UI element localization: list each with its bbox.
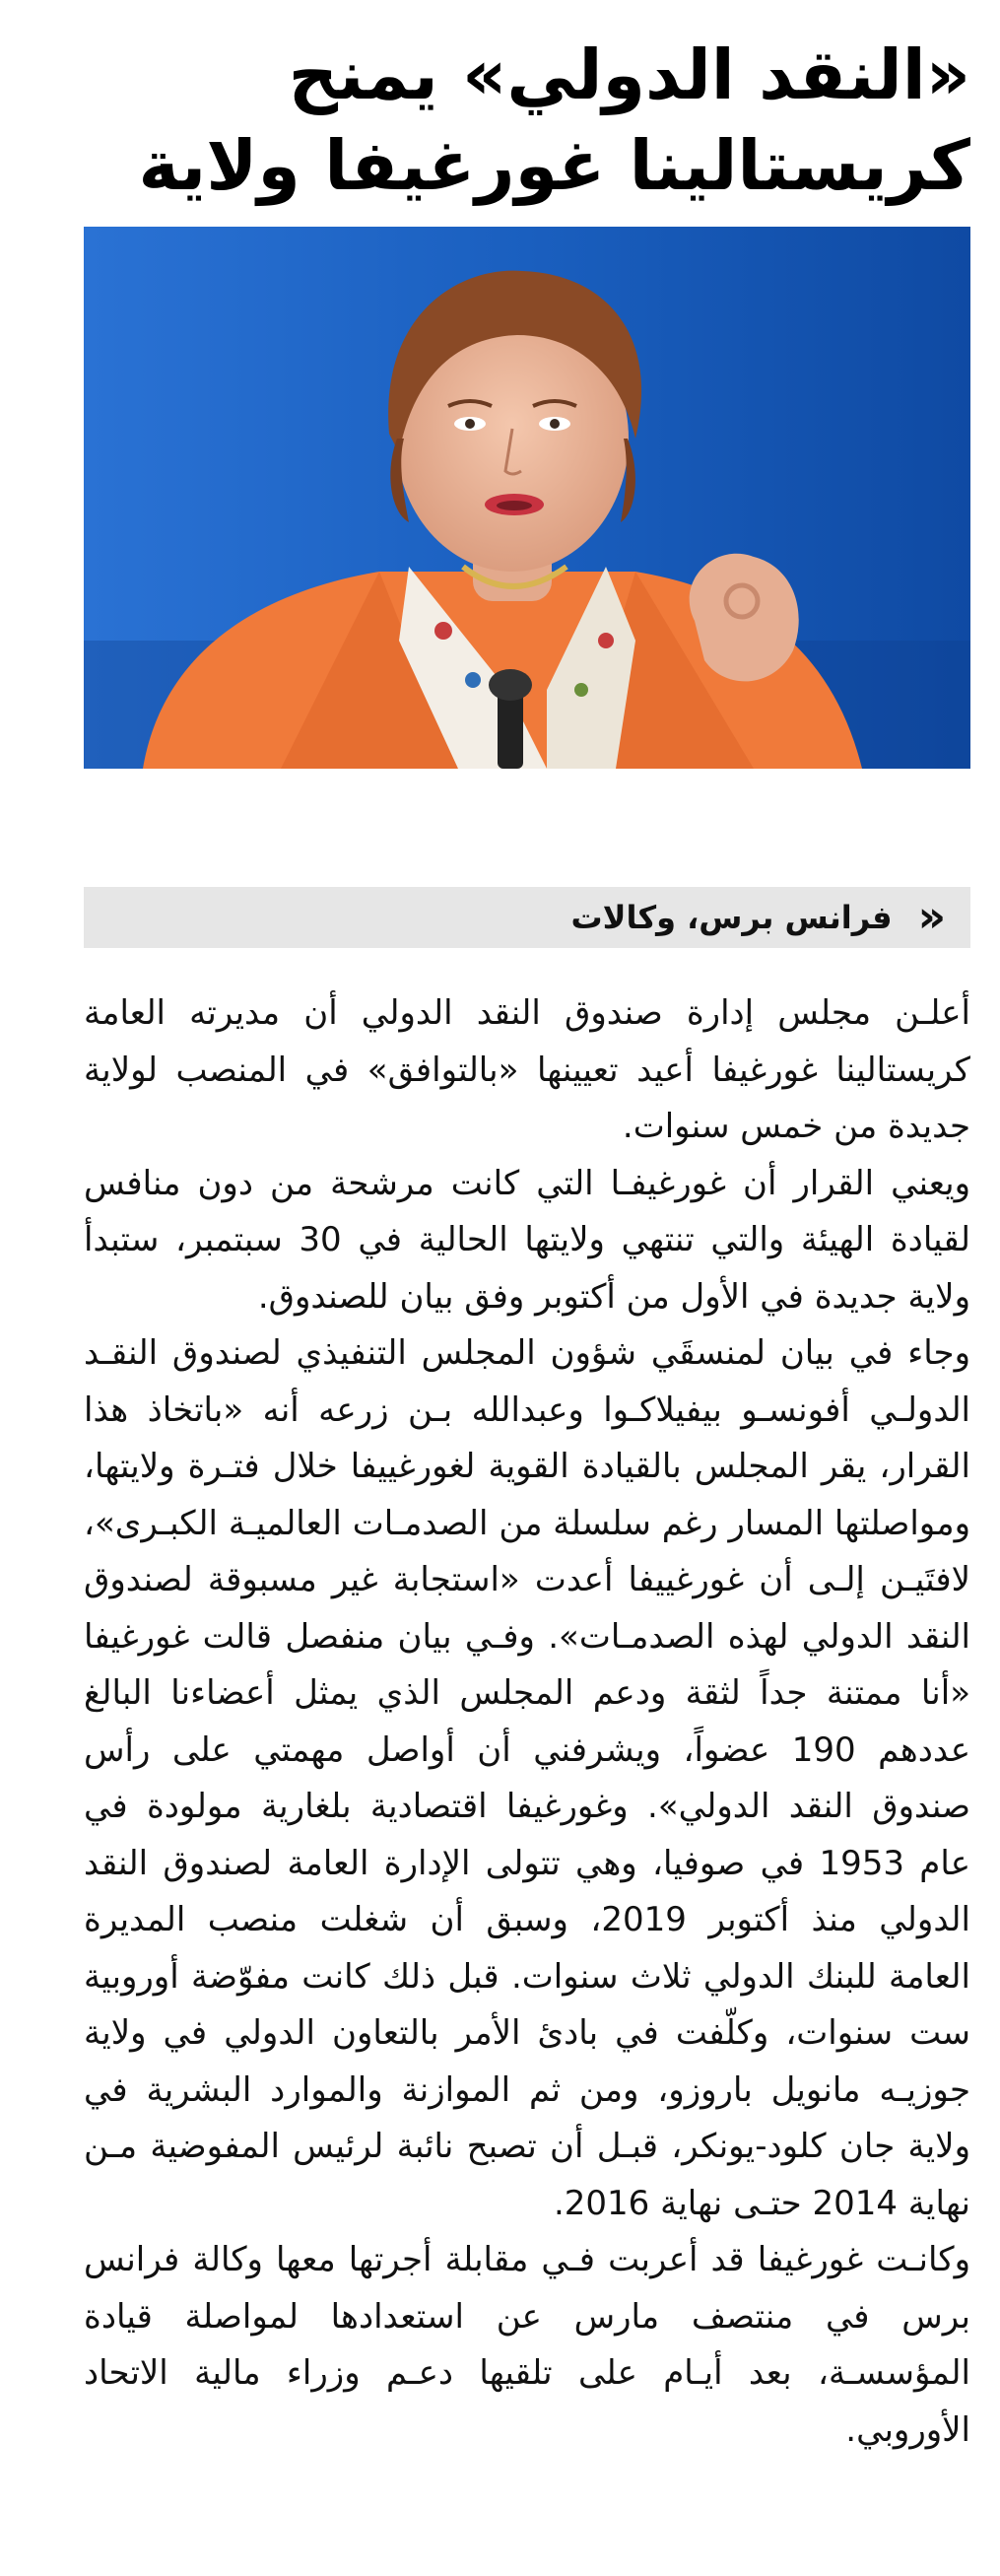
article-body (84, 985, 970, 2459)
double-chevron-icon: « (917, 892, 946, 942)
body-paragraph: وكانـت غورغيفا قد أعربت فـي مقابلة أجرتها معها وكالة فرانس برس في منتصف مارس عن استعدادها لمواصلة قيادة المؤسسـة، بعد أيـام على تلقيها دعـم وزراء مالية الاتحاد الأوروبي. (84, 2240, 970, 2450)
body-paragraph: وجاء في بيان لمنسقَي شؤون المجلس التنفيذي لصندوق النقـد الدولـي أفونسـو بيفيلاكـوا وعبدالله بـن زرعه أنه «باتخاذ هذا القرار، يقر المجلس بالقيادة القوية لغورغييفا خلال فتـرة ولايتها، ومواصلتها المسار رغم سلسلة من الصدمـات العالميـة الكبـرى»، لافتَيـن إلـى أن غورغييفا أعدت «استجابة غير مسبوقة لصندوق النقد الدولي لهذه الصدمـات». وفـي بيان منفصل قالت غورغيفا «أنا ممتنة جداً لثقة ودعم المجلس الذي يمثل أعضاءنا البالغ عددهم 190 عضواً، ويشرفني أن أواصل مهمتي على رأس صندوق النقد الدولي». وغورغيفا اقتصادية بلغارية مولودة في عام 1953 في صوفيا، وهي تتولى الإدارة العامة لصندوق النقد الدولي منذ أكتوبر 2019، وسبق أن شغلت منصب المديرة العامة للبنك الدولي ثلاث سنوات. قبل ذلك كانت مفوّضة أوروبية ست سنوات، وكلّفت في بادئ الأمر بالتعاون الدولي في ولاية جوزيـه مانويل باروزو، ومن ثم الموازنة والموارد البشرية في ولاية جان كلود-يونكر، قبـل أن تصبح نائبة لرئيس المفوضية مـن نهاية 2014 حتـى نهاية 2016. (84, 1333, 971, 2223)
body-paragraph: أعلـن مجلس إدارة صندوق النقد الدولي أن مديرته العامة كريستالينا غورغيفا أعيد تعيينها «بالتوافق» في المنصب لولاية جديدة من خمس سنوات. (84, 993, 970, 1146)
body-paragraph: ويعني القرار أن غورغيفـا التي كانت مرشحة من دون منافس لقيادة الهيئة والتي تنتهي ولايتها الحالية في 30 سبتمبر، ستبدأ ولاية جديدة في الأول من أكتوبر وفق بيان للصندوق. (84, 1163, 970, 1317)
byline-bar (84, 887, 970, 948)
article-photo (84, 227, 970, 769)
byline-source: فرانس برس، وكالات (570, 899, 893, 936)
article-headline: «النقد الدولي» يمنح كريستالينا غورغيفا ولاية (138, 34, 970, 206)
portrait-image (84, 227, 970, 769)
